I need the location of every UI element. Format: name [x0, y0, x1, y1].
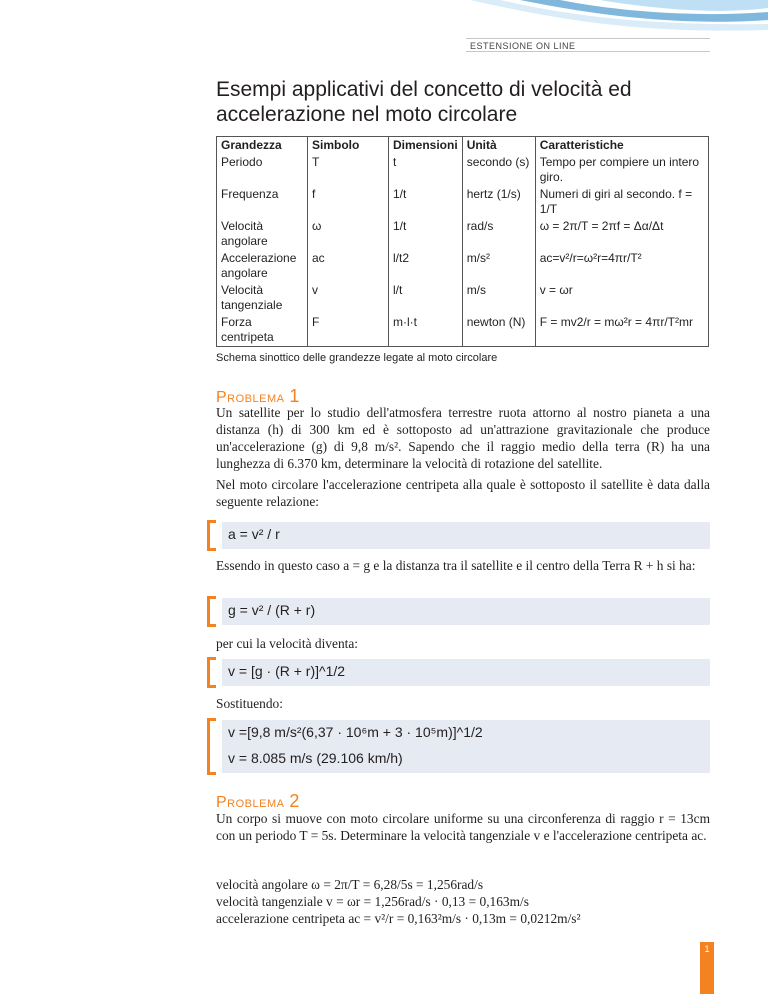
- formula-text: v = [g · (R + r)]^1/2: [228, 663, 346, 679]
- table-header: Dimensioni: [389, 137, 463, 155]
- table-row: [217, 282, 709, 314]
- formula-bracket: [207, 520, 216, 551]
- table-header: Caratteristiche: [535, 137, 708, 155]
- table-cell: rad/s: [462, 218, 535, 250]
- problem-1-explanation-3: per cui la velocità diventa:: [216, 636, 359, 651]
- table-cell: m/s²: [462, 250, 535, 282]
- section-label: ESTENSIONE ON LINE: [466, 38, 710, 52]
- problem-2-line: velocità angolare ω = 2π/T = 6,28/5s = 1,256rad/s: [216, 877, 484, 892]
- table-cell: newton (N): [462, 314, 535, 347]
- formula-bracket: [207, 718, 216, 775]
- table-cell: v = ωr: [535, 282, 708, 314]
- formula-box: [222, 720, 710, 773]
- table-cell: Accelerazione angolare: [217, 250, 308, 282]
- table-cell: m·l·t: [389, 314, 463, 347]
- table-row: [217, 314, 709, 347]
- table-cell: 1/t: [389, 218, 463, 250]
- page-number-tab: [700, 942, 714, 994]
- table-cell: secondo (s): [462, 154, 535, 186]
- page-title: Esempi applicativi del concetto di velocità ed accelerazione nel moto circolare: [216, 78, 632, 126]
- formula-box: [222, 598, 710, 625]
- table-cell: Tempo per compiere un intero giro.: [535, 154, 708, 186]
- table-row: [217, 154, 709, 186]
- problem-1-explanation-4: Sostituendo:: [216, 696, 283, 711]
- formula-text: g = v² / (R + r): [228, 602, 316, 618]
- table-cell: ac=v²/r=ω²r=4πr/T²: [535, 250, 708, 282]
- formula-bracket: [207, 596, 216, 627]
- formula-box: [222, 659, 710, 686]
- formula-bracket: [207, 657, 216, 688]
- table-cell: F = mv2/r = mω²r = 4πr/T²mr: [535, 314, 708, 347]
- table-cell: ac: [308, 250, 389, 282]
- table-cell: Velocità tangenziale: [217, 282, 308, 314]
- table-cell: Periodo: [217, 154, 308, 186]
- table-header: Grandezza: [217, 137, 308, 155]
- page-number: 1: [704, 944, 710, 954]
- table-row: [217, 250, 709, 282]
- problem-1-explanation-2: Essendo in questo caso a = g e la distanza tra il satellite e il centro della Terra R + h si ha:: [216, 558, 696, 573]
- formula-text: a = v² / r: [228, 526, 280, 542]
- table-cell: Numeri di giri al secondo. f = 1/T: [535, 186, 708, 218]
- problem-number: 2: [289, 791, 300, 811]
- table-cell: l/t: [389, 282, 463, 314]
- problem-2-line: velocità tangenziale v = ωr = 1,256rad/s · 0,13 = 0,163m/s: [216, 894, 529, 909]
- table-caption: Schema sinottico delle grandezze legate al moto circolare: [216, 352, 498, 364]
- table-row: [217, 218, 709, 250]
- table-cell: l/t2: [389, 250, 463, 282]
- table-cell: ω = 2π/T = 2πf = Δα/Δt: [535, 218, 708, 250]
- quantities-table: [216, 136, 709, 347]
- problem-number: 1: [289, 386, 300, 406]
- table-cell: v: [308, 282, 389, 314]
- formula-box: [222, 522, 710, 549]
- table-cell: F: [308, 314, 389, 347]
- table-row: [217, 186, 709, 218]
- table-cell: T: [308, 154, 389, 186]
- problem-2-line: accelerazione centripeta ac = v²/r = 0,163²m/s · 0,13m = 0,0212m/s²: [216, 911, 581, 926]
- problem-2-statement: Un corpo si muove con moto circolare uniforme su una circonferenza di raggio r = 13cm con un periodo T = 5s. Determinare la velocità tangenziale v e l'accelerazione centripeta ac.: [216, 811, 710, 843]
- table-cell: m/s: [462, 282, 535, 314]
- table-header: Simbolo: [308, 137, 389, 155]
- problem-heading-label: Problema: [216, 794, 285, 811]
- table-cell: Frequenza: [217, 186, 308, 218]
- table-cell: f: [308, 186, 389, 218]
- table-cell: ω: [308, 218, 389, 250]
- table-cell: Forza centripeta: [217, 314, 308, 347]
- formula-text: v =[9,8 m/s²(6,37 · 10⁶m + 3 · 10⁵m)]^1/2: [228, 724, 483, 740]
- problem-1-explanation: Nel moto circolare l'accelerazione centripeta alla quale è sottoposto il satellite è data dalla seguente relazione:: [216, 477, 710, 509]
- table-cell: hertz (1/s): [462, 186, 535, 218]
- problem-heading-label: Problema: [216, 389, 285, 406]
- table-header-row: [217, 137, 709, 155]
- table-cell: Velocità angolare: [217, 218, 308, 250]
- problem-2-heading: [216, 791, 300, 812]
- table-header: Unità: [462, 137, 535, 155]
- table-cell: 1/t: [389, 186, 463, 218]
- formula-result: v = 8.085 m/s (29.106 km/h): [228, 750, 403, 766]
- problem-1-statement: Un satellite per lo studio dell'atmosfera terrestre ruota attorno al nostro pianeta a una distanza (h) di 300 km ed è sottoposto ad un'attrazione gravitazionale che produce un'accelerazione (g) di 9,8 m/s². Sapendo che il raggio medio della terra (R) ha una lunghezza di 6.370 km, determinare la velocità di rotazione del satellite.: [216, 405, 710, 471]
- table-cell: t: [389, 154, 463, 186]
